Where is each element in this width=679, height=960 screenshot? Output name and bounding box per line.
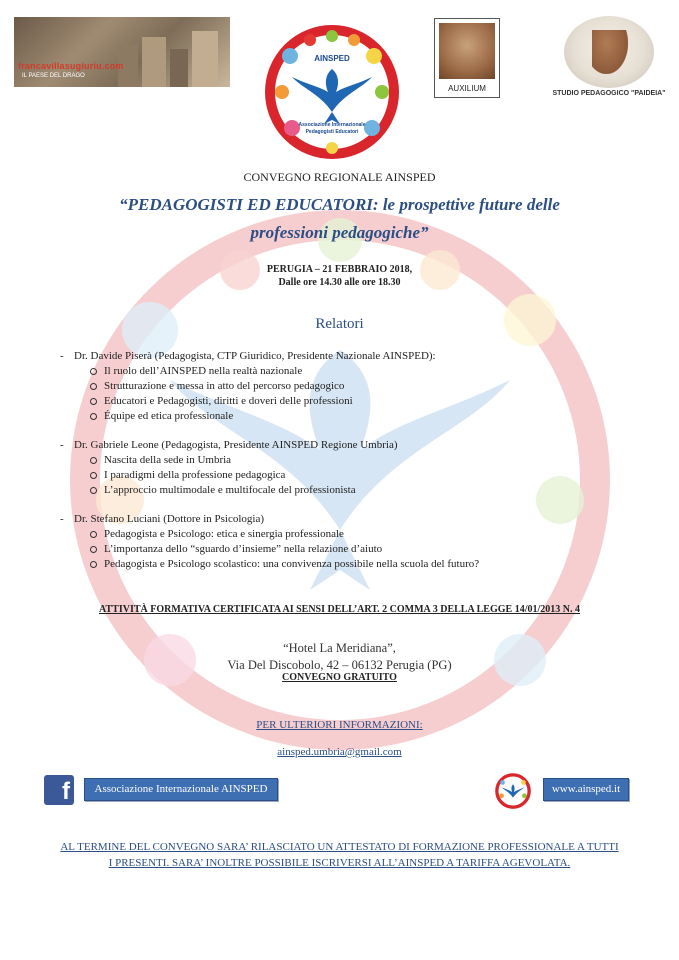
ainsped-logo-line2: Pedagogisti Educatori <box>305 129 359 135</box>
ainsped-emblem-icon <box>262 22 402 162</box>
speaker-name: - Dr. Gabriele Leone (Pedagogista, Presidente AINSPED Regione Umbria) <box>60 438 660 453</box>
certification-note: ATTIVITÀ FORMATIVA CERTIFICATA AI SENSI DELL’ART. 2 COMMA 3 DELLA LEGGE 14/01/2013 N. 4 <box>99 604 580 615</box>
footer-note-line2: I PRESENTI. SARA’ INOLTRE POSSIBILE ISCRIVERSI ALL’AINSPED A TARIFFA AGEVOLATA. <box>108 857 571 869</box>
speaker-topics <box>60 453 660 498</box>
speaker-item <box>60 512 660 572</box>
venue-block <box>0 640 679 674</box>
ainsped-logo <box>262 22 402 162</box>
topic-item: I paradigmi della professione pedagogica <box>90 468 660 483</box>
speaker-item <box>60 438 660 498</box>
event-title <box>0 192 679 248</box>
facebook-icon[interactable]: f <box>44 775 74 805</box>
speaker-name: - Dr. Stefano Luciani (Dottore in Psicologia) <box>60 512 660 527</box>
auxilium-caption: AUXILIUM <box>448 84 486 93</box>
convegno-heading: CONVEGNO REGIONALE AINSPED <box>243 170 436 184</box>
footer-note-line1: AL TERMINE DEL CONVEGNO SARA’ RILASCIATO UN ATTESTATO DI FORMAZIONE PROFESSIONALE A TUTTI <box>60 841 619 853</box>
speaker-item <box>60 349 660 424</box>
speaker-topics <box>60 527 660 572</box>
speaker-topics <box>60 364 660 424</box>
ainsped-logo-line1: Associazione Internazionale <box>298 122 366 128</box>
event-title-line2: professioni pedagogiche” <box>250 223 429 242</box>
topic-item: Strutturazione e messa in atto del percorso pedagogico <box>90 379 660 394</box>
town-logo-subtitle: IL PAESE DEL DRAGO <box>22 73 85 79</box>
event-date <box>0 263 679 289</box>
contact-email-link[interactable]: ainsped.umbria@gmail.com <box>277 746 402 758</box>
topic-item: Pedagogista e Psicologo: etica e sinergia professionale <box>90 527 660 542</box>
event-date-line: PERUGIA – 21 FEBBRAIO 2018, <box>266 264 413 275</box>
relatori-heading: Relatori <box>315 316 364 332</box>
event-time-line: Dalle ore 14.30 alle ore 18.30 <box>278 277 401 288</box>
free-event-label: CONVEGNO GRATUITO <box>282 672 397 683</box>
paideia-logo <box>540 16 678 104</box>
more-info-label: PER ULTERIORI INFORMAZIONI: <box>256 719 423 731</box>
town-photo-logo <box>14 17 230 87</box>
topic-item: Nascita della sede in Umbria <box>90 453 660 468</box>
facebook-page-button[interactable]: Associazione Internazionale AINSPED <box>84 778 278 801</box>
topic-item: Équipe ed etica professionale <box>90 409 660 424</box>
topic-item: L’approccio multimodale e multifocale del professionista <box>90 483 660 498</box>
website-button[interactable]: www.ainsped.it <box>543 778 629 801</box>
topic-item: L’importanza dello “sguardo d’insieme” nella relazione d’aiuto <box>90 542 660 557</box>
auxilium-image <box>439 23 495 79</box>
footer-note <box>30 839 649 871</box>
ainsped-logo-acronym: AINSPED <box>314 54 350 63</box>
ainsped-small-logo-icon <box>494 772 532 810</box>
paideia-caption: STUDIO PEDAGOGICO "PAIDEIA" <box>552 90 666 97</box>
topic-item: Pedagogista e Psicologo scolastico: una convivenza possibile nella scuola del futuro? <box>90 557 660 572</box>
topic-item: Il ruolo dell’AINSPED nella realtà nazionale <box>90 364 660 379</box>
event-title-line1: “PEDAGOGISTI ED EDUCATORI: le prospettive future delle <box>119 195 560 214</box>
venue-address: Via Del Discobolo, 42 – 06132 Perugia (PG) <box>227 658 452 672</box>
venue-hotel: “Hotel La Meridiana”, <box>283 641 396 655</box>
speaker-name: - Dr. Davide Piserà (Pedagogista, CTP Giuridico, Presidente Nazionale AINSPED): <box>60 349 660 364</box>
topic-item: Educatori e Pedagogisti, diritti e doveri delle professioni <box>90 394 660 409</box>
speakers-list <box>60 349 660 586</box>
auxilium-logo <box>434 18 500 98</box>
town-logo-brand: francavillasugiuriu.com <box>18 61 124 71</box>
